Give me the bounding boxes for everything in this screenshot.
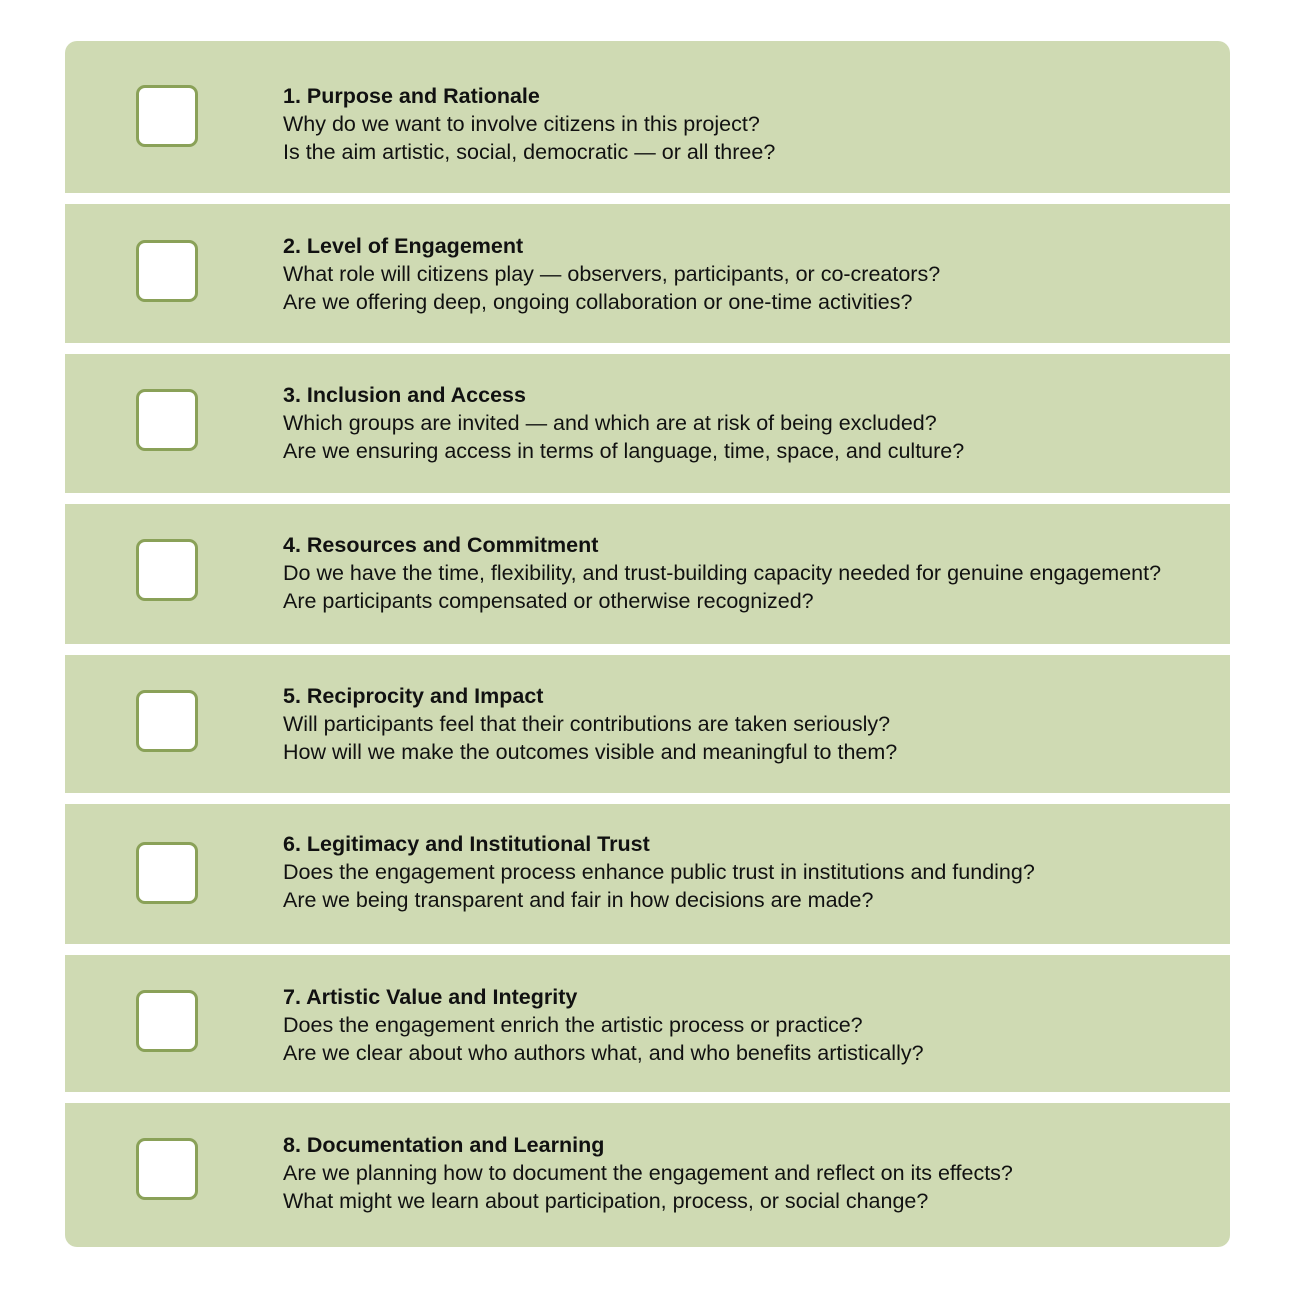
- checklist-item-artistic-value: [65, 955, 1230, 1092]
- item-title: 8. Documentation and Learning: [283, 1133, 605, 1157]
- checkbox-engagement[interactable]: [136, 240, 198, 302]
- checkbox-inclusion[interactable]: [136, 389, 198, 451]
- checklist-item-purpose: [65, 41, 1230, 193]
- item-question: Are we ensuring access in terms of language, time, space, and culture?: [283, 439, 965, 463]
- checklist-item-text: [283, 830, 1230, 914]
- item-title: 7. Artistic Value and Integrity: [283, 985, 578, 1009]
- checklist-item-engagement: [65, 204, 1230, 343]
- item-question: Are we offering deep, ongoing collaboration or one-time activities?: [283, 290, 913, 314]
- checklist-item-text: [283, 983, 1230, 1067]
- checkbox-legitimacy[interactable]: [136, 842, 198, 904]
- checklist-item-documentation: [65, 1103, 1230, 1247]
- checklist-item-text: [283, 1131, 1230, 1215]
- item-question: Does the engagement process enhance public trust in institutions and funding?: [283, 860, 1035, 884]
- item-question: Which groups are invited — and which are at risk of being excluded?: [283, 411, 937, 435]
- checklist-item-text: [283, 531, 1230, 615]
- item-question: Are we being transparent and fair in how decisions are made?: [283, 888, 874, 912]
- checkbox-resources[interactable]: [136, 539, 198, 601]
- item-question: Will participants feel that their contributions are taken seriously?: [283, 712, 891, 736]
- checklist-item-resources: [65, 504, 1230, 644]
- item-question: Is the aim artistic, social, democratic — or all three?: [283, 140, 776, 164]
- item-question: Are participants compensated or otherwise recognized?: [283, 589, 814, 613]
- checklist-item-inclusion: [65, 354, 1230, 493]
- checklist-item-reciprocity: [65, 655, 1230, 793]
- item-question: Does the engagement enrich the artistic process or practice?: [283, 1013, 863, 1037]
- item-question: Do we have the time, flexibility, and trust-building capacity needed for genuine engagement?: [283, 561, 1162, 585]
- item-question: How will we make the outcomes visible and meaningful to them?: [283, 740, 898, 764]
- engagement-checklist: [65, 41, 1230, 1247]
- checkbox-artistic-value[interactable]: [136, 990, 198, 1052]
- item-question: What role will citizens play — observers, participants, or co-creators?: [283, 262, 941, 286]
- item-title: 1. Purpose and Rationale: [283, 84, 540, 108]
- checklist-item-text: [283, 381, 1230, 465]
- item-question: Are we clear about who authors what, and who benefits artistically?: [283, 1041, 924, 1065]
- item-question: Why do we want to involve citizens in this project?: [283, 112, 760, 136]
- checklist-item-text: [283, 82, 1230, 166]
- item-title: 6. Legitimacy and Institutional Trust: [283, 832, 650, 856]
- checklist-item-legitimacy: [65, 804, 1230, 944]
- checkbox-purpose[interactable]: [136, 85, 198, 147]
- item-title: 4. Resources and Commitment: [283, 533, 599, 557]
- item-question: Are we planning how to document the engagement and reflect on its effects?: [283, 1161, 1013, 1185]
- checklist-item-text: [283, 682, 1230, 766]
- checklist-item-text: [283, 232, 1230, 316]
- item-title: 3. Inclusion and Access: [283, 383, 526, 407]
- item-title: 5. Reciprocity and Impact: [283, 684, 544, 708]
- checkbox-reciprocity[interactable]: [136, 690, 198, 752]
- item-question: What might we learn about participation, process, or social change?: [283, 1189, 929, 1213]
- checkbox-documentation[interactable]: [136, 1138, 198, 1200]
- item-title: 2. Level of Engagement: [283, 234, 524, 258]
